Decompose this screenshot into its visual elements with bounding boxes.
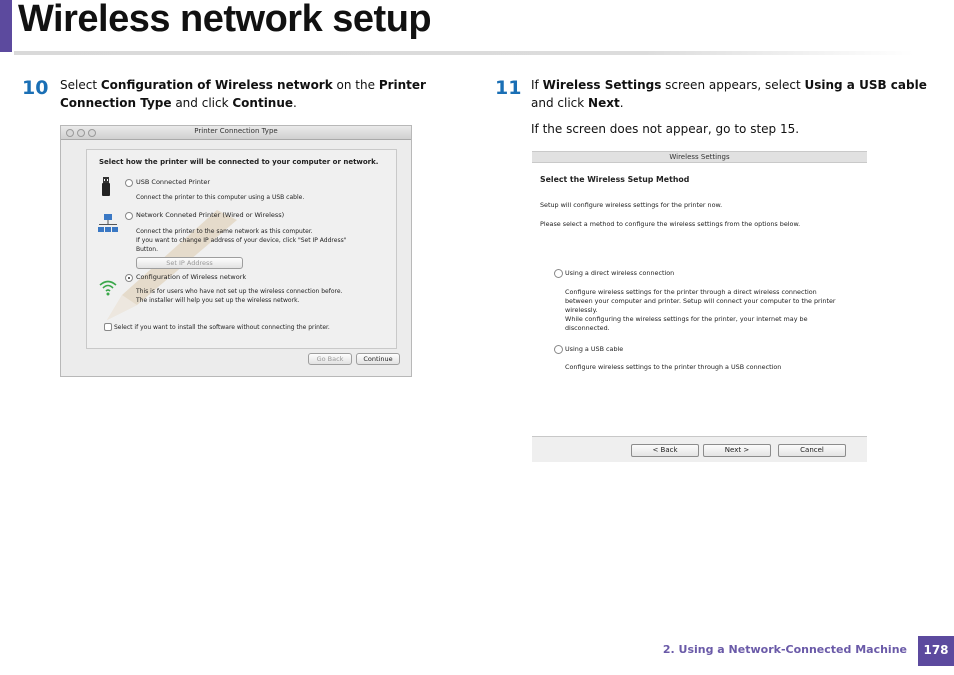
network-connected-desc-3: Button. xyxy=(136,246,159,253)
step-11-instruction xyxy=(531,76,941,112)
wireless-configuration-desc-1: This is for users who have not set up the wireless connection before. xyxy=(136,288,343,295)
usb-connected-desc: Connect the printer to this computer using a USB cable. xyxy=(136,194,305,201)
next-button[interactable]: Next > xyxy=(703,444,771,457)
chapter-footer: 2. Using a Network-Connected Machine xyxy=(662,643,907,656)
step-11-number: 11 xyxy=(495,77,522,99)
step-11-bold-1: Wireless Settings xyxy=(542,78,662,92)
printer-connection-type-dialog xyxy=(60,125,412,377)
network-connected-label: Network Conneted Printer (Wired or Wireless) xyxy=(136,211,285,219)
step-11-text-4: . xyxy=(619,96,624,110)
step-10-bold-2: Printer Connection Type xyxy=(60,78,426,110)
step-10-text-3: and click xyxy=(171,96,233,110)
step-11-text-2: screen appears, select xyxy=(661,78,805,92)
network-connected-desc-2: If you want to change IP address of your device, click "Set IP Address" xyxy=(136,237,347,244)
usb-connected-radio[interactable] xyxy=(125,179,133,187)
network-icon xyxy=(97,213,119,235)
step-10-number: 10 xyxy=(22,77,49,99)
usb-connected-label: USB Connected Printer xyxy=(136,178,211,186)
direct-wireless-desc-3: wirelessly. xyxy=(565,306,598,314)
setup-method-heading: Select the Wireless Setup Method xyxy=(540,175,690,184)
usb-cable-desc: Configure wireless settings to the printer through a USB connection xyxy=(565,363,782,371)
step-11-note: If the screen does not appear, go to step 15. xyxy=(531,122,800,136)
usb-plug-icon xyxy=(101,177,111,197)
step-11-text-3: and click xyxy=(531,96,589,110)
install-without-printer-label: Select if you want to install the software without connecting the printer. xyxy=(114,324,330,331)
page-title: Wireless network setup xyxy=(18,0,432,40)
direct-wireless-desc-1: Configure wireless settings for the printer through a direct wireless connection xyxy=(565,288,817,296)
connection-question: Select how the printer will be connected to your computer or network. xyxy=(99,158,379,166)
step-10-text-2: on the xyxy=(332,78,379,92)
step-10-bold-1: Configuration of Wireless network xyxy=(100,78,333,92)
setup-intro-1: Setup will configure wireless settings for the printer now. xyxy=(540,201,723,209)
direct-wireless-desc-5: disconnected. xyxy=(565,324,610,332)
go-back-button[interactable]: Go Back xyxy=(308,353,352,365)
wireless-configuration-label: Configuration of Wireless network xyxy=(136,273,247,281)
page-number: 178 xyxy=(918,636,954,666)
dialog-content-panel xyxy=(86,149,397,349)
step-11-text-1: If xyxy=(531,78,543,92)
setup-intro-2: Please select a method to configure the wireless settings from the options below. xyxy=(540,220,801,228)
header-accent-bar xyxy=(0,0,12,52)
network-connected-radio[interactable] xyxy=(125,212,133,220)
direct-wireless-desc-4: While configuring the wireless settings for the printer, your internet may be xyxy=(565,315,808,323)
dialog-titlebar xyxy=(61,126,411,140)
continue-button[interactable]: Continue xyxy=(356,353,400,365)
step-10-instruction xyxy=(60,76,470,112)
usb-cable-label: Using a USB cable xyxy=(565,345,624,353)
wireless-configuration-desc-2: The installer will help you set up the wireless network. xyxy=(136,297,300,304)
wireless-settings-titlebar: Wireless Settings xyxy=(532,151,867,163)
step-10-text-1: Select xyxy=(60,78,101,92)
network-connected-desc-1: Connect the printer to the same network as this computer. xyxy=(136,228,313,235)
step-11-bold-2: Using a USB cable xyxy=(804,78,927,92)
wireless-configuration-radio[interactable] xyxy=(125,274,133,282)
wireless-settings-footer xyxy=(532,436,867,462)
direct-wireless-desc-2: between your computer and printer. Setup will connect your computer to the printer xyxy=(565,297,836,305)
dialog-title: Printer Connection Type xyxy=(194,127,278,135)
set-ip-address-button[interactable]: Set IP Address xyxy=(136,257,243,269)
usb-cable-radio[interactable] xyxy=(554,345,563,354)
cancel-button[interactable]: Cancel xyxy=(778,444,846,457)
title-divider xyxy=(14,51,914,55)
step-11-bold-3: Next xyxy=(588,96,620,110)
back-button[interactable]: < Back xyxy=(631,444,699,457)
step-10-text-4: . xyxy=(293,96,297,110)
wifi-icon xyxy=(99,278,117,296)
install-without-printer-checkbox[interactable] xyxy=(104,323,112,331)
wireless-settings-dialog xyxy=(532,151,867,462)
direct-wireless-radio[interactable] xyxy=(554,269,563,278)
step-10-bold-3: Continue xyxy=(232,96,294,110)
direct-wireless-label: Using a direct wireless connection xyxy=(565,269,675,277)
